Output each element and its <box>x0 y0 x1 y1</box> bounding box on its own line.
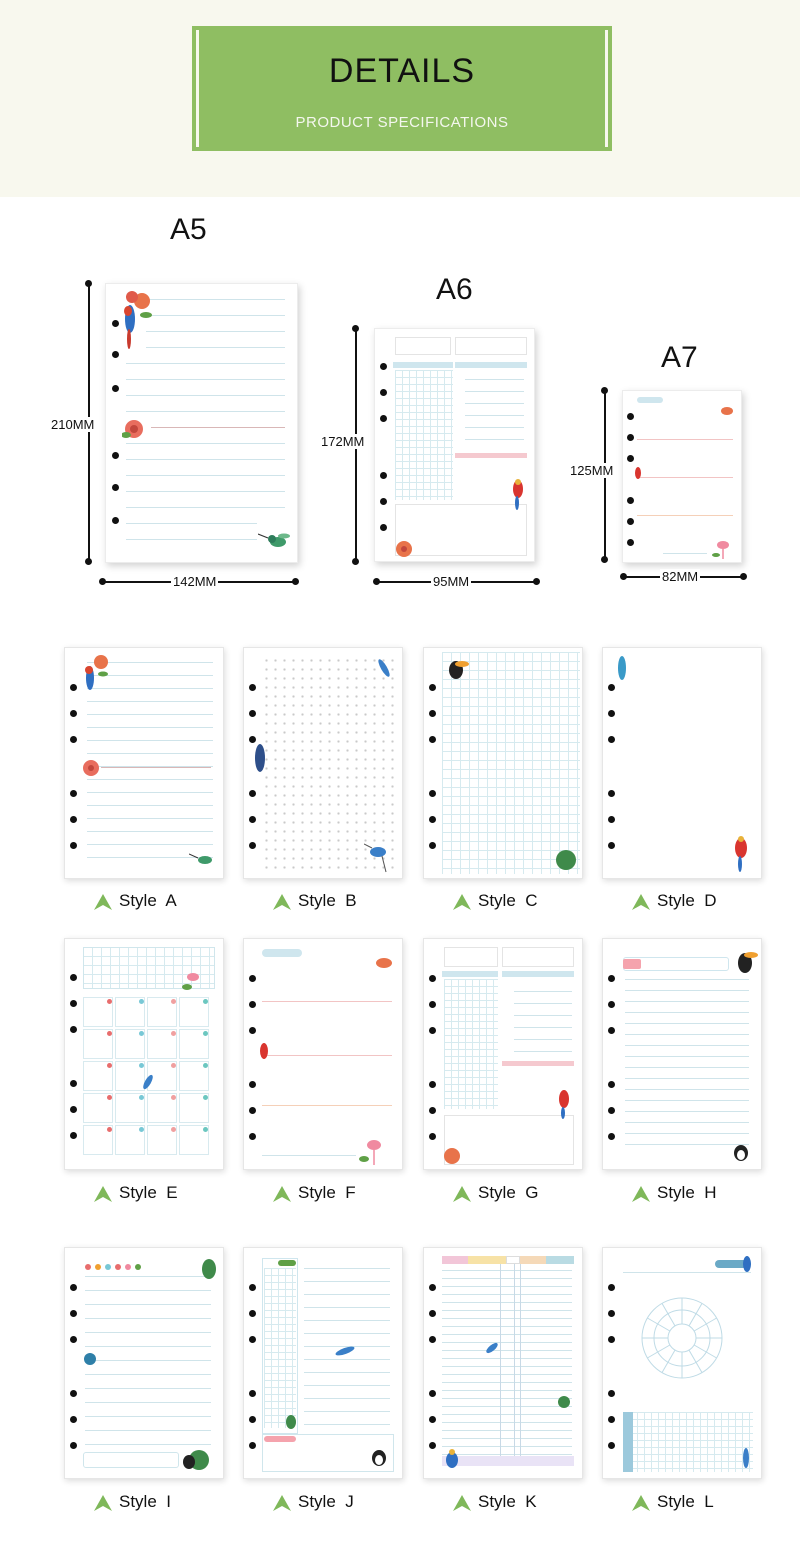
dimension-a5-width: 142MM <box>173 574 217 589</box>
binder-hole-icon <box>608 816 615 823</box>
binder-hole-icon <box>429 1081 436 1088</box>
dimension-endpoint-icon <box>292 578 299 585</box>
parrot-icon <box>442 1448 462 1479</box>
toucan-icon <box>442 654 470 687</box>
style-caption-letter: H <box>704 1183 717 1202</box>
style-caption-word: Style <box>657 891 695 910</box>
dimension-endpoint-icon <box>740 573 747 580</box>
binder-hole-icon <box>627 434 634 441</box>
binder-hole-icon <box>70 1080 77 1087</box>
heron-icon <box>364 838 396 879</box>
style-card-e[interactable] <box>64 938 224 1170</box>
bird-icon <box>374 953 394 976</box>
parrot-icon <box>731 834 751 879</box>
dimension-a5-height: 210MM <box>51 417 95 432</box>
binder-hole-icon <box>249 684 256 691</box>
binder-hole-icon <box>70 1026 77 1033</box>
dimension-a7-width: 82MM <box>662 569 699 584</box>
dimension-a7-height: 125MM <box>570 463 614 478</box>
style-caption-word: Style <box>478 1492 516 1511</box>
binder-hole-icon <box>70 736 77 743</box>
parrot-flower-icon <box>118 289 154 351</box>
binder-hole-icon <box>627 497 634 504</box>
binder-hole-icon <box>429 710 436 717</box>
style-caption-letter: C <box>525 891 538 910</box>
penguin-icon <box>727 1139 755 1168</box>
style-caption-word: Style <box>298 891 336 910</box>
green-arrow-icon <box>93 893 113 911</box>
style-card-c[interactable] <box>423 647 583 879</box>
binder-hole-icon <box>249 975 256 982</box>
green-arrow-icon <box>631 893 651 911</box>
binder-hole-icon <box>429 816 436 823</box>
binder-hole-icon <box>608 1310 615 1317</box>
style-card-l[interactable] <box>602 1247 762 1479</box>
binder-hole-icon <box>429 684 436 691</box>
feather-icon <box>739 1446 753 1475</box>
binder-hole-icon <box>429 1416 436 1423</box>
style-card-f[interactable] <box>243 938 403 1170</box>
style-caption-k <box>478 1492 537 1512</box>
binder-hole-icon <box>112 484 119 491</box>
feather-icon <box>615 654 629 687</box>
style-caption-letter: J <box>345 1492 354 1511</box>
binder-hole-icon <box>429 1442 436 1449</box>
binder-hole-icon <box>608 1027 615 1034</box>
style-caption-d <box>657 891 717 911</box>
green-arrow-icon <box>93 1185 113 1203</box>
binder-hole-icon <box>112 351 119 358</box>
style-card-j[interactable] <box>243 1247 403 1479</box>
style-card-a[interactable] <box>64 647 224 879</box>
binder-hole-icon <box>429 790 436 797</box>
style-caption-g <box>478 1183 538 1203</box>
binder-hole-icon <box>429 1284 436 1291</box>
binder-hole-icon <box>608 1336 615 1343</box>
binder-hole-icon <box>249 1442 256 1449</box>
flamingo-icon <box>181 969 205 998</box>
rose-icon <box>81 759 101 782</box>
binder-hole-icon <box>608 1001 615 1008</box>
style-card-k[interactable] <box>423 1247 583 1479</box>
sheet-a7 <box>622 390 742 563</box>
binder-hole-icon <box>429 842 436 849</box>
flower-icon <box>83 1352 97 1371</box>
parrot-icon <box>556 1087 572 1124</box>
binder-hole-icon <box>380 363 387 370</box>
style-card-h[interactable] <box>602 938 762 1170</box>
dimension-endpoint-icon <box>85 558 92 565</box>
binder-hole-icon <box>429 1133 436 1140</box>
style-caption-letter: G <box>525 1183 539 1202</box>
binder-hole-icon <box>70 1336 77 1343</box>
dimension-endpoint-icon <box>601 556 608 563</box>
rose-icon <box>393 539 415 559</box>
binder-hole-icon <box>70 1106 77 1113</box>
feather-icon <box>334 1344 356 1363</box>
rose-icon <box>442 1147 462 1170</box>
style-caption-i <box>119 1492 171 1512</box>
binder-hole-icon <box>112 385 119 392</box>
leaf-icon <box>252 742 268 779</box>
binder-hole-icon <box>429 1107 436 1114</box>
binder-hole-icon <box>70 1284 77 1291</box>
binder-hole-icon <box>70 710 77 717</box>
binder-hole-icon <box>70 1310 77 1317</box>
style-caption-word: Style <box>478 891 516 910</box>
binder-hole-icon <box>627 518 634 525</box>
parrot-flower-icon <box>79 652 111 709</box>
binder-hole-icon <box>608 736 615 743</box>
size-label-a7: A7 <box>661 341 698 374</box>
feather-icon <box>484 1340 500 1361</box>
page-title: DETAILS <box>328 52 476 90</box>
leaf-icon <box>556 1394 572 1415</box>
binder-hole-icon <box>249 1133 256 1140</box>
binder-hole-icon <box>70 1390 77 1397</box>
binder-hole-icon <box>429 975 436 982</box>
size-label-a6: A6 <box>436 273 473 306</box>
green-arrow-icon <box>631 1494 651 1512</box>
binder-hole-icon <box>249 1027 256 1034</box>
style-caption-a <box>119 891 177 911</box>
style-caption-word: Style <box>119 891 157 910</box>
dimension-a6-width: 95MM <box>433 574 470 589</box>
rose-icon <box>122 418 146 440</box>
style-caption-l <box>657 1492 714 1512</box>
binder-hole-icon <box>112 517 119 524</box>
binder-hole-icon <box>608 790 615 797</box>
style-caption-letter: E <box>166 1183 178 1202</box>
details-banner <box>196 30 608 147</box>
binder-hole-icon <box>380 415 387 422</box>
binder-hole-icon <box>249 1390 256 1397</box>
binder-hole-icon <box>249 1284 256 1291</box>
hummingbird-icon <box>258 524 292 558</box>
style-caption-letter: I <box>166 1492 171 1511</box>
style-caption-letter: D <box>704 891 717 910</box>
binder-hole-icon <box>627 455 634 462</box>
parrot-icon <box>739 1254 755 1279</box>
binder-hole-icon <box>249 1081 256 1088</box>
green-arrow-icon <box>631 1185 651 1203</box>
green-arrow-icon <box>452 1494 472 1512</box>
dimension-endpoint-icon <box>352 558 359 565</box>
binder-hole-icon <box>608 1133 615 1140</box>
habit-wheel-icon <box>637 1288 727 1393</box>
binder-hole-icon <box>608 975 615 982</box>
style-caption-word: Style <box>657 1183 695 1202</box>
parrot-icon <box>509 477 527 511</box>
binder-hole-icon <box>70 974 77 981</box>
green-arrow-icon <box>272 893 292 911</box>
page-subtitle: PRODUCT SPECIFICATIONS <box>295 114 509 131</box>
sheet-a5 <box>105 283 298 563</box>
binder-hole-icon <box>70 816 77 823</box>
binder-hole-icon <box>429 1336 436 1343</box>
dimension-a6-height: 172MM <box>321 434 365 449</box>
toucan-plant-icon <box>179 1444 213 1479</box>
binder-hole-icon <box>249 1107 256 1114</box>
binder-hole-icon <box>608 1081 615 1088</box>
binder-hole-icon <box>608 1442 615 1449</box>
style-caption-word: Style <box>298 1183 336 1202</box>
style-caption-word: Style <box>119 1183 157 1202</box>
flamingo-icon <box>711 537 735 559</box>
style-caption-letter: A <box>165 891 177 910</box>
style-card-b[interactable] <box>243 647 403 879</box>
parrot-icon <box>633 465 643 483</box>
binder-hole-icon <box>429 1027 436 1034</box>
style-card-g[interactable] <box>423 938 583 1170</box>
style-caption-h <box>657 1183 717 1203</box>
binder-hole-icon <box>70 1132 77 1139</box>
binder-hole-icon <box>608 684 615 691</box>
leaf-icon <box>199 1258 219 1285</box>
binder-hole-icon <box>429 736 436 743</box>
binder-hole-icon <box>70 1416 77 1423</box>
style-card-d[interactable] <box>602 647 762 879</box>
binder-hole-icon <box>429 1390 436 1397</box>
parrot-icon <box>258 1041 270 1068</box>
style-caption-c <box>478 891 538 911</box>
green-arrow-icon <box>452 1185 472 1203</box>
style-card-i[interactable] <box>64 1247 224 1479</box>
binder-hole-icon <box>70 1000 77 1007</box>
style-caption-word: Style <box>657 1492 695 1511</box>
binder-hole-icon <box>380 472 387 479</box>
binder-hole-icon <box>627 413 634 420</box>
binder-hole-icon <box>380 498 387 505</box>
hummingbird-icon <box>189 846 217 877</box>
style-caption-j <box>298 1492 354 1512</box>
green-arrow-icon <box>452 893 472 911</box>
binder-hole-icon <box>249 816 256 823</box>
penguin-icon <box>366 1446 392 1475</box>
size-label-a5: A5 <box>170 213 207 246</box>
style-caption-word: Style <box>298 1492 336 1511</box>
sheet-a6 <box>374 328 535 562</box>
binder-hole-icon <box>249 1001 256 1008</box>
style-caption-b <box>298 891 357 911</box>
style-caption-letter: K <box>525 1492 537 1511</box>
green-arrow-icon <box>272 1185 292 1203</box>
binder-hole-icon <box>70 790 77 797</box>
binder-hole-icon <box>608 842 615 849</box>
feather-icon <box>376 656 392 685</box>
binder-hole-icon <box>249 710 256 717</box>
binder-hole-icon <box>70 684 77 691</box>
toucan-icon <box>731 943 759 984</box>
binder-hole-icon <box>627 539 634 546</box>
binder-hole-icon <box>429 1001 436 1008</box>
binder-hole-icon <box>249 842 256 849</box>
binder-hole-icon <box>380 389 387 396</box>
binder-hole-icon <box>249 790 256 797</box>
style-caption-word: Style <box>119 1492 157 1511</box>
style-caption-letter: B <box>345 891 357 910</box>
style-caption-word: Style <box>478 1183 516 1202</box>
binder-hole-icon <box>249 1416 256 1423</box>
monstera-leaf-icon <box>554 848 578 877</box>
bird-icon <box>719 403 735 417</box>
binder-hole-icon <box>249 1336 256 1343</box>
binder-hole-icon <box>608 1416 615 1423</box>
binder-hole-icon <box>608 710 615 717</box>
dimension-endpoint-icon <box>533 578 540 585</box>
style-caption-letter: L <box>704 1492 714 1511</box>
binder-hole-icon <box>608 1390 615 1397</box>
binder-hole-icon <box>112 452 119 459</box>
binder-hole-icon <box>608 1284 615 1291</box>
binder-hole-icon <box>380 524 387 531</box>
flamingo-icon <box>358 1135 390 1170</box>
style-caption-f <box>298 1183 356 1203</box>
binder-hole-icon <box>70 842 77 849</box>
feather-icon <box>141 1073 155 1096</box>
leaf-icon <box>284 1414 298 1435</box>
green-arrow-icon <box>272 1494 292 1512</box>
binder-hole-icon <box>429 1310 436 1317</box>
binder-hole-icon <box>70 1442 77 1449</box>
binder-hole-icon <box>249 1310 256 1317</box>
green-arrow-icon <box>93 1494 113 1512</box>
style-caption-e <box>119 1183 178 1203</box>
style-caption-letter: F <box>345 1183 356 1202</box>
binder-hole-icon <box>608 1107 615 1114</box>
